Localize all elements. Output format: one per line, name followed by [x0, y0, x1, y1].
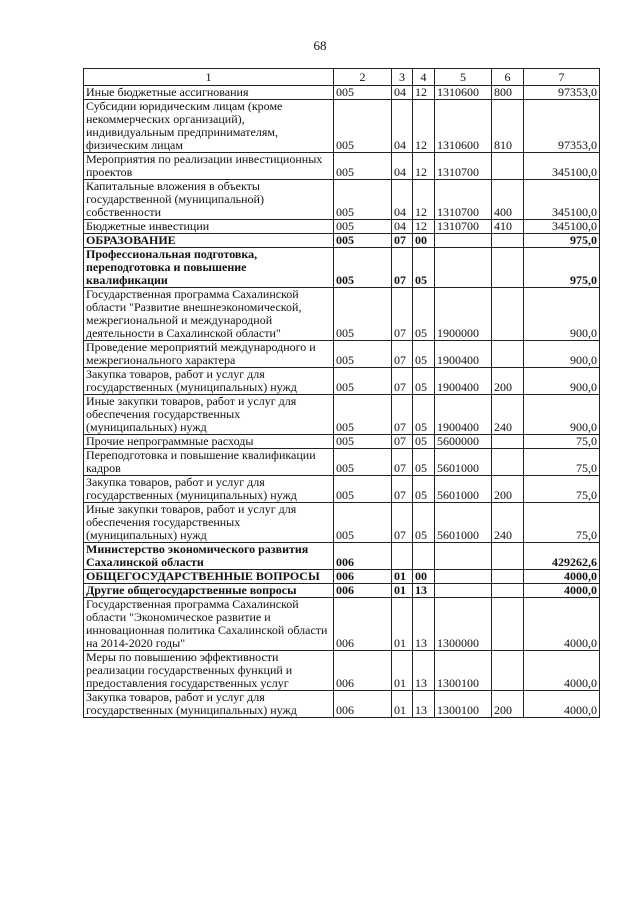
row-target-cell: 1900400 — [435, 395, 492, 435]
budget-table — [83, 68, 600, 718]
row-code-cell: 005 — [334, 449, 392, 476]
row-code-cell: 006 — [334, 691, 392, 718]
row-code-cell: 006 — [334, 598, 392, 651]
header-cell: 7 — [524, 69, 600, 86]
row-amount-cell: 345100,0 — [524, 180, 600, 220]
row-name-cell: Субсидии юридическим лицам (кроме некоммерческих организаций), индивидуальным предпринимателям, физическим лицам — [84, 100, 334, 153]
row-target-cell — [435, 570, 492, 584]
row-name-cell: Закупка товаров, работ и услуг для государственных (муниципальных) нужд — [84, 476, 334, 503]
table-row — [84, 598, 600, 651]
header-cell: 4 — [413, 69, 435, 86]
row-target-cell — [435, 248, 492, 288]
table-row — [84, 368, 600, 395]
header-cell: 6 — [492, 69, 524, 86]
row-type-cell: 240 — [492, 395, 524, 435]
row-amount-cell: 97353,0 — [524, 100, 600, 153]
row-target-cell: 1310700 — [435, 180, 492, 220]
row-code-cell: 005 — [334, 368, 392, 395]
row-amount-cell: 75,0 — [524, 476, 600, 503]
header-cell: 1 — [84, 69, 334, 86]
row-name-cell: Бюджетные инвестиции — [84, 220, 334, 234]
row-section-cell: 04 — [392, 153, 413, 180]
row-type-cell — [492, 543, 524, 570]
row-subsection-cell: 12 — [413, 153, 435, 180]
row-subsection-cell: 12 — [413, 180, 435, 220]
row-target-cell — [435, 234, 492, 248]
table-row — [84, 570, 600, 584]
row-amount-cell: 345100,0 — [524, 153, 600, 180]
row-code-cell: 005 — [334, 180, 392, 220]
row-subsection-cell: 12 — [413, 86, 435, 100]
row-subsection-cell: 12 — [413, 100, 435, 153]
table-row — [84, 584, 600, 598]
row-target-cell — [435, 543, 492, 570]
row-type-cell: 200 — [492, 691, 524, 718]
row-subsection-cell: 05 — [413, 449, 435, 476]
row-type-cell — [492, 234, 524, 248]
table-row — [84, 180, 600, 220]
header-cell: 3 — [392, 69, 413, 86]
row-target-cell — [435, 584, 492, 598]
table-row — [84, 476, 600, 503]
row-name-cell: Закупка товаров, работ и услуг для государственных (муниципальных) нужд — [84, 691, 334, 718]
row-code-cell: 005 — [334, 248, 392, 288]
row-section-cell: 04 — [392, 220, 413, 234]
row-code-cell: 005 — [334, 153, 392, 180]
row-name-cell: Меры по повышению эффективности реализации государственных функций и предоставления государственных услуг — [84, 651, 334, 691]
row-amount-cell: 429262,6 — [524, 543, 600, 570]
table-row — [84, 341, 600, 368]
row-name-cell: Переподготовка и повышение квалификации кадров — [84, 449, 334, 476]
row-name-cell: Иные бюджетные ассигнования — [84, 86, 334, 100]
table-row — [84, 395, 600, 435]
row-amount-cell: 97353,0 — [524, 86, 600, 100]
row-name-cell: Закупка товаров, работ и услуг для государственных (муниципальных) нужд — [84, 368, 334, 395]
row-code-cell: 005 — [334, 476, 392, 503]
row-amount-cell: 900,0 — [524, 395, 600, 435]
table-row — [84, 435, 600, 449]
row-section-cell: 07 — [392, 341, 413, 368]
row-amount-cell: 4000,0 — [524, 691, 600, 718]
row-amount-cell: 75,0 — [524, 503, 600, 543]
row-target-cell: 1900000 — [435, 288, 492, 341]
row-amount-cell: 4000,0 — [524, 598, 600, 651]
header-cell: 2 — [334, 69, 392, 86]
row-amount-cell: 4000,0 — [524, 570, 600, 584]
row-amount-cell: 900,0 — [524, 368, 600, 395]
table-row — [84, 153, 600, 180]
row-code-cell: 005 — [334, 395, 392, 435]
row-subsection-cell: 12 — [413, 220, 435, 234]
row-code-cell: 006 — [334, 570, 392, 584]
row-section-cell: 01 — [392, 570, 413, 584]
row-name-cell: Мероприятия по реализации инвестиционных проектов — [84, 153, 334, 180]
row-subsection-cell: 13 — [413, 598, 435, 651]
row-section-cell — [392, 543, 413, 570]
row-type-cell — [492, 449, 524, 476]
row-target-cell: 5601000 — [435, 476, 492, 503]
row-subsection-cell — [413, 543, 435, 570]
row-name-cell: Государственная программа Сахалинской области "Развитие внешнеэкономической, межрегиональной и международной деятельности в Сахалинской области" — [84, 288, 334, 341]
row-amount-cell: 345100,0 — [524, 220, 600, 234]
header-cell: 5 — [435, 69, 492, 86]
row-section-cell: 01 — [392, 691, 413, 718]
row-section-cell: 01 — [392, 598, 413, 651]
row-name-cell: Профессиональная подготовка, переподготовка и повышение квалификации — [84, 248, 334, 288]
row-section-cell: 07 — [392, 368, 413, 395]
row-target-cell: 1900400 — [435, 341, 492, 368]
row-type-cell — [492, 570, 524, 584]
table-header-row — [84, 69, 600, 86]
row-target-cell: 1310600 — [435, 100, 492, 153]
row-type-cell: 800 — [492, 86, 524, 100]
row-name-cell: Капитальные вложения в объекты государственной (муниципальной) собственности — [84, 180, 334, 220]
row-name-cell: Проведение мероприятий международного и межрегионального характера — [84, 341, 334, 368]
row-name-cell: ОБЩЕГОСУДАРСТВЕННЫЕ ВОПРОСЫ — [84, 570, 334, 584]
row-type-cell — [492, 288, 524, 341]
row-type-cell: 810 — [492, 100, 524, 153]
table-row — [84, 220, 600, 234]
row-target-cell: 1300100 — [435, 651, 492, 691]
row-amount-cell: 4000,0 — [524, 584, 600, 598]
row-subsection-cell: 05 — [413, 476, 435, 503]
row-code-cell: 006 — [334, 651, 392, 691]
row-section-cell: 01 — [392, 651, 413, 691]
row-subsection-cell: 05 — [413, 248, 435, 288]
row-subsection-cell: 05 — [413, 395, 435, 435]
row-code-cell: 005 — [334, 288, 392, 341]
row-code-cell: 006 — [334, 584, 392, 598]
row-section-cell: 01 — [392, 584, 413, 598]
row-subsection-cell: 13 — [413, 691, 435, 718]
row-subsection-cell: 05 — [413, 503, 435, 543]
row-name-cell: Прочие непрограммные расходы — [84, 435, 334, 449]
row-type-cell — [492, 598, 524, 651]
row-section-cell: 07 — [392, 435, 413, 449]
row-amount-cell: 975,0 — [524, 234, 600, 248]
row-name-cell: Министерство экономического развития Сахалинской области — [84, 543, 334, 570]
row-target-cell: 5600000 — [435, 435, 492, 449]
row-type-cell: 200 — [492, 476, 524, 503]
row-amount-cell: 75,0 — [524, 449, 600, 476]
row-type-cell: 240 — [492, 503, 524, 543]
table-row — [84, 503, 600, 543]
row-amount-cell: 900,0 — [524, 341, 600, 368]
row-code-cell: 005 — [334, 220, 392, 234]
row-section-cell: 07 — [392, 449, 413, 476]
row-section-cell: 07 — [392, 248, 413, 288]
table-row — [84, 651, 600, 691]
row-section-cell: 04 — [392, 86, 413, 100]
row-target-cell: 1310600 — [435, 86, 492, 100]
row-code-cell: 005 — [334, 341, 392, 368]
row-code-cell: 005 — [334, 86, 392, 100]
row-subsection-cell: 05 — [413, 368, 435, 395]
row-section-cell: 07 — [392, 476, 413, 503]
row-type-cell — [492, 651, 524, 691]
row-type-cell — [492, 584, 524, 598]
row-code-cell: 005 — [334, 503, 392, 543]
row-target-cell: 1310700 — [435, 153, 492, 180]
row-subsection-cell: 05 — [413, 288, 435, 341]
row-type-cell — [492, 341, 524, 368]
row-name-cell: Другие общегосударственные вопросы — [84, 584, 334, 598]
row-section-cell: 07 — [392, 503, 413, 543]
row-section-cell: 07 — [392, 234, 413, 248]
row-target-cell: 5601000 — [435, 449, 492, 476]
row-type-cell — [492, 435, 524, 449]
table-row — [84, 691, 600, 718]
row-type-cell: 400 — [492, 180, 524, 220]
row-target-cell: 1300000 — [435, 598, 492, 651]
row-subsection-cell: 05 — [413, 435, 435, 449]
row-amount-cell: 900,0 — [524, 288, 600, 341]
row-section-cell: 07 — [392, 288, 413, 341]
row-type-cell: 410 — [492, 220, 524, 234]
table-row — [84, 543, 600, 570]
row-code-cell: 005 — [334, 435, 392, 449]
table-row — [84, 234, 600, 248]
row-type-cell — [492, 248, 524, 288]
page-number: 68 — [313, 38, 327, 53]
row-section-cell: 04 — [392, 180, 413, 220]
row-target-cell: 5601000 — [435, 503, 492, 543]
row-name-cell: Иные закупки товаров, работ и услуг для обеспечения государственных (муниципальных) нужд — [84, 395, 334, 435]
row-code-cell: 006 — [334, 543, 392, 570]
table-row — [84, 248, 600, 288]
row-name-cell: Государственная программа Сахалинской области "Экономическое развитие и инновационная политика Сахалинской области на 2014-2020 годы" — [84, 598, 334, 651]
row-amount-cell: 4000,0 — [524, 651, 600, 691]
table-row — [84, 449, 600, 476]
row-subsection-cell: 13 — [413, 651, 435, 691]
row-target-cell: 1310700 — [435, 220, 492, 234]
table-row — [84, 86, 600, 100]
row-subsection-cell: 00 — [413, 570, 435, 584]
row-subsection-cell: 05 — [413, 341, 435, 368]
table-row — [84, 288, 600, 341]
row-target-cell: 1900400 — [435, 368, 492, 395]
row-name-cell: ОБРАЗОВАНИЕ — [84, 234, 334, 248]
table-row — [84, 100, 600, 153]
row-amount-cell: 975,0 — [524, 248, 600, 288]
row-subsection-cell: 13 — [413, 584, 435, 598]
row-target-cell: 1300100 — [435, 691, 492, 718]
row-type-cell: 200 — [492, 368, 524, 395]
row-section-cell: 04 — [392, 100, 413, 153]
row-code-cell: 005 — [334, 234, 392, 248]
row-amount-cell: 75,0 — [524, 435, 600, 449]
row-section-cell: 07 — [392, 395, 413, 435]
row-name-cell: Иные закупки товаров, работ и услуг для обеспечения государственных (муниципальных) нужд — [84, 503, 334, 543]
row-type-cell — [492, 153, 524, 180]
row-subsection-cell: 00 — [413, 234, 435, 248]
row-code-cell: 005 — [334, 100, 392, 153]
